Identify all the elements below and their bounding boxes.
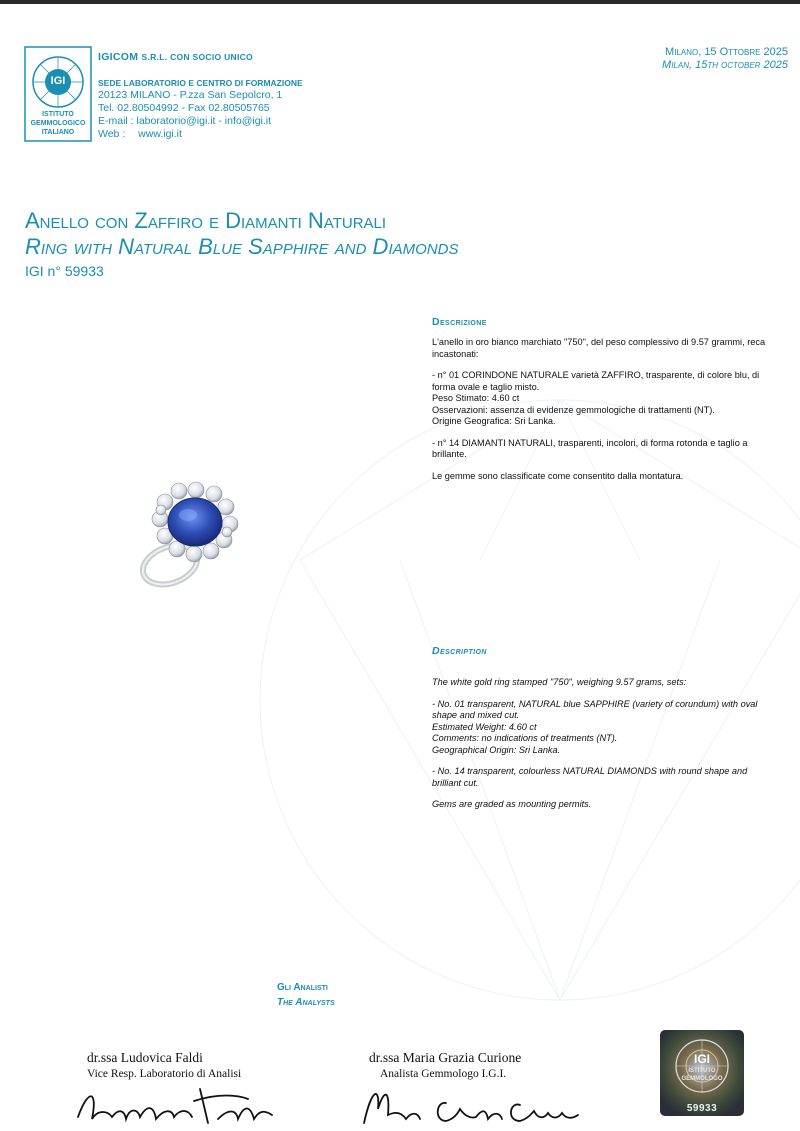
analyst-1-role: Vice Resp. Laboratorio di Analisi	[87, 1068, 242, 1080]
description-body	[432, 677, 792, 821]
date-italian: Milano, 15 Ottobre 2025	[665, 46, 788, 58]
text-line: The white gold ring stamped "750", weighing 9.57 grams, sets:	[432, 677, 687, 687]
igi-logo-sub3: ITALIANO	[41, 129, 75, 136]
description-paragraph-3	[432, 766, 792, 789]
hologram-text: IGI	[693, 1052, 710, 1066]
text-line: brillante.	[432, 449, 467, 459]
hologram-sub1: ISTITUTO	[688, 1068, 716, 1074]
analyst-2-name: dr.ssa Maria Grazia Curione	[369, 1050, 522, 1065]
text-line: Comments: no indications of treatments (NT).	[432, 733, 618, 743]
description-paragraph-4	[432, 799, 792, 811]
email: E-mail : laboratorio@igi.it - info@igi.it	[98, 115, 272, 127]
description-paragraph-1	[432, 677, 792, 689]
descrizione-paragraph-4	[432, 471, 792, 483]
igi-number: IGI n° 59933	[25, 263, 104, 279]
descrizione-paragraph-1	[432, 337, 792, 360]
web-label: Web :	[98, 128, 126, 140]
text-line: Gems are graded as mounting permits.	[432, 799, 592, 809]
text-line: Peso Stimato: 4.60 ct	[432, 393, 520, 403]
text-line: Geographical Origin: Sri Lanka.	[432, 744, 561, 755]
descrizione-paragraph-2	[432, 370, 792, 428]
phone: Tel. 02.80504992 - Fax 02.80505765	[98, 102, 270, 114]
text-line: - No. 14 transparent, colourless NATURAL DIAMONDS with round shape and	[432, 766, 748, 776]
hologram-sub2: GEMMOLOGO	[681, 1076, 723, 1082]
hologram-number: 59933	[686, 1103, 718, 1114]
igi-logo-graphic	[24, 46, 92, 142]
ring-photo	[130, 470, 260, 600]
descrizione-body	[432, 337, 792, 492]
analyst-1-name: dr.ssa Ludovica Faldi	[87, 1050, 203, 1065]
address: 20123 MILANO - P.zza San Sepolcro, 1	[98, 89, 283, 101]
igi-logo	[24, 46, 92, 142]
analyst-2-signature	[350, 1079, 590, 1131]
analyst-2-role: Analista Gemmologo I.G.I.	[380, 1068, 507, 1080]
analysts-heading-english: The Analysts	[277, 997, 335, 1008]
company-name-text: IGICOM	[98, 51, 139, 63]
web-url: www.igi.it	[138, 128, 182, 140]
descrizione-paragraph-3	[432, 438, 792, 461]
company-name	[98, 51, 253, 63]
text-line: forma ovale e taglio misto.	[432, 381, 540, 392]
date-english: Milan, 15th october 2025	[662, 59, 788, 71]
text-line: incastonati:	[432, 348, 479, 359]
text-line: brilliant cut.	[432, 777, 479, 788]
text-line: L'anello in oro bianco marchiato "750", del peso complessivo di 9.57 grammi, reca	[432, 337, 766, 347]
analyst-1-signature	[68, 1079, 288, 1131]
text-line: Le gemme sono classificate come consentito dalla montatura.	[432, 470, 684, 481]
web	[98, 128, 182, 140]
description-paragraph-2	[432, 699, 792, 757]
igi-logo-sub1: ISTITUTO	[42, 111, 74, 118]
title-italian: Anello con Zaffiro e Diamanti Naturali	[25, 208, 387, 233]
text-line: - No. 01 transparent, NATURAL blue SAPPHIRE (variety of corundum) with oval	[432, 698, 758, 709]
text-line: Estimated Weight: 4.60 ct	[432, 721, 537, 732]
company-suffix: S.R.L. CON SOCIO UNICO	[141, 52, 253, 62]
title-english: Ring with Natural Blue Sapphire and Diamonds	[25, 234, 459, 259]
descrizione-heading: Descrizione	[432, 316, 487, 328]
text-line: Origine Geografica: Sri Lanka.	[432, 416, 556, 426]
igi-logo-sub2: GEMMOLOGICO	[30, 120, 86, 127]
text-line: shape and mixed cut.	[432, 710, 520, 720]
description-heading: Description	[432, 645, 487, 657]
text-line: - n° 01 CORINDONE NATURALE varietà ZAFFIRO, trasparente, di colore blu, di	[432, 370, 760, 380]
text-line: - n° 14 DIAMANTI NATURALI, trasparenti, incolori, di forma rotonda e taglio a	[432, 437, 748, 448]
lab-title: SEDE LABORATORIO E CENTRO DI FORMAZIONE	[98, 78, 303, 88]
igi-logo-text: IGI	[50, 75, 66, 87]
text-line: Osservazioni: assenza di evidenze gemmologiche di trattamenti (NT).	[432, 404, 715, 415]
analysts-heading-italian: Gli Analisti	[277, 982, 328, 993]
